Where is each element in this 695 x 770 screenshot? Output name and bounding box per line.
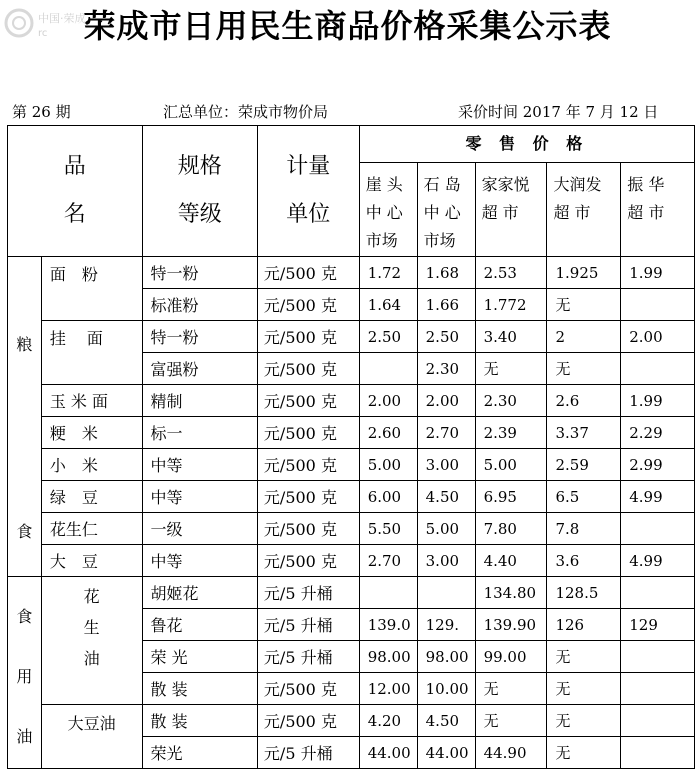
item-name: 玉 米 面 (41, 385, 142, 417)
price-cell: 1.72 (359, 257, 417, 289)
price-cell: 1.99 (621, 385, 695, 417)
price-cell: 1.925 (547, 257, 621, 289)
price-cell: 2.99 (621, 449, 695, 481)
price-cell: 1.64 (359, 289, 417, 321)
price-cell: 2.60 (359, 417, 417, 449)
unit-cell: 元/5 升桶 (257, 641, 359, 673)
table-row (8, 513, 695, 545)
price-cell: 134.80 (475, 577, 547, 609)
price-cell: 4.50 (417, 481, 475, 513)
unit-cell: 元/5 升桶 (257, 737, 359, 769)
spec-cell: 标准粉 (142, 289, 257, 321)
price-cell: 6.95 (475, 481, 547, 513)
price-cell: 无 (547, 641, 621, 673)
price-cell (621, 513, 695, 545)
price-cell: 44.00 (359, 737, 417, 769)
price-cell: 1.772 (475, 289, 547, 321)
price-cell: 2.00 (359, 385, 417, 417)
price-cell (359, 577, 417, 609)
price-cell: 126 (547, 609, 621, 641)
spec-cell: 胡姬花 (142, 577, 257, 609)
category-grain: 粮 食 (8, 257, 42, 577)
price-cell: 4.50 (417, 705, 475, 737)
header-store-yatou: 崖 头 中 心 市场 (359, 163, 417, 257)
price-cell: 2.50 (417, 321, 475, 353)
price-cell: 无 (475, 673, 547, 705)
spec-cell: 散 装 (142, 705, 257, 737)
svg-text:中国·荣成: 中国·荣成 (38, 12, 86, 25)
price-cell: 129 (621, 609, 695, 641)
price-cell: 2.50 (359, 321, 417, 353)
price-cell: 5.00 (475, 449, 547, 481)
page-title: 荣成市日用民生商品价格采集公示表 (83, 7, 612, 45)
price-cell: 4.40 (475, 545, 547, 577)
price-cell: 6.00 (359, 481, 417, 513)
table-row (8, 705, 695, 737)
item-name: 绿 豆 (41, 481, 142, 513)
header-store-darunfa: 大润发 超 市 (547, 163, 621, 257)
unit-cell: 元/500 克 (257, 417, 359, 449)
spec-cell: 中等 (142, 449, 257, 481)
spec-cell: 中等 (142, 545, 257, 577)
price-cell: 4.99 (621, 481, 695, 513)
unit-cell: 元/5 升桶 (257, 609, 359, 641)
price-cell: 7.8 (547, 513, 621, 545)
price-cell: 5.00 (359, 449, 417, 481)
unit-cell: 元/500 克 (257, 545, 359, 577)
price-cell: 无 (475, 353, 547, 385)
price-cell (621, 289, 695, 321)
subcategory-soybean-oil: 大豆油 (41, 705, 142, 769)
price-cell: 129. (417, 609, 475, 641)
table-row (8, 577, 695, 609)
price-table (7, 125, 695, 769)
spec-cell: 荣 光 (142, 641, 257, 673)
unit-cell: 元/500 克 (257, 257, 359, 289)
price-cell: 2.59 (547, 449, 621, 481)
unit-cell: 元/5 升桶 (257, 577, 359, 609)
item-name: 粳 米 (41, 417, 142, 449)
spec-cell: 中等 (142, 481, 257, 513)
spec-cell: 标一 (142, 417, 257, 449)
header-store-jiajiayue: 家家悦 超 市 (475, 163, 547, 257)
price-cell: 无 (475, 705, 547, 737)
price-cell: 98.00 (417, 641, 475, 673)
price-cell: 3.37 (547, 417, 621, 449)
price-cell: 无 (547, 705, 621, 737)
item-name: 花生仁 (41, 513, 142, 545)
subcategory-peanut-oil: 花 生 油 (41, 577, 142, 705)
collector-unit: 汇总单位：荣成市物价局 (163, 103, 329, 121)
price-cell: 2.70 (417, 417, 475, 449)
price-cell: 2.30 (417, 353, 475, 385)
price-cell: 99.00 (475, 641, 547, 673)
table-row (8, 321, 695, 353)
price-cell: 3.6 (547, 545, 621, 577)
price-cell: 无 (547, 353, 621, 385)
price-cell: 2.00 (621, 321, 695, 353)
category-edible-oil: 食 用 油 (8, 577, 42, 769)
header-retail-price: 零 售 价 格 (359, 126, 694, 163)
price-cell: 12.00 (359, 673, 417, 705)
spec-cell: 精制 (142, 385, 257, 417)
price-cell (621, 641, 695, 673)
price-cell: 1.68 (417, 257, 475, 289)
spec-cell: 富强粉 (142, 353, 257, 385)
header-unit: 计量 单位 (257, 126, 359, 257)
price-cell: 5.00 (417, 513, 475, 545)
spec-cell: 一级 (142, 513, 257, 545)
price-cell: 无 (547, 673, 621, 705)
price-cell: 98.00 (359, 641, 417, 673)
price-cell: 128.5 (547, 577, 621, 609)
price-cell: 2.39 (475, 417, 547, 449)
price-cell (621, 577, 695, 609)
price-cell: 2.00 (417, 385, 475, 417)
header-store-zhenhua: 振 华 超 市 (621, 163, 695, 257)
unit-cell: 元/500 克 (257, 705, 359, 737)
price-cell: 2.6 (547, 385, 621, 417)
spec-cell: 散 装 (142, 673, 257, 705)
price-cell: 2.70 (359, 545, 417, 577)
unit-cell: 元/500 克 (257, 353, 359, 385)
price-cell: 5.50 (359, 513, 417, 545)
price-cell: 无 (547, 737, 621, 769)
spec-cell: 荣光 (142, 737, 257, 769)
table-row (8, 449, 695, 481)
spec-cell: 特一粉 (142, 321, 257, 353)
price-cell: 3.40 (475, 321, 547, 353)
issue-number: 第 26 期 (12, 103, 71, 121)
table-row (8, 257, 695, 289)
price-cell (417, 577, 475, 609)
unit-cell: 元/500 克 (257, 481, 359, 513)
price-cell (359, 353, 417, 385)
price-cell: 3.00 (417, 449, 475, 481)
header-store-shidao: 石 岛 中 心 市场 (417, 163, 475, 257)
item-name: 小 米 (41, 449, 142, 481)
unit-cell: 元/500 克 (257, 513, 359, 545)
unit-cell: 元/500 克 (257, 321, 359, 353)
price-cell (621, 705, 695, 737)
svg-text:rc: rc (38, 28, 48, 39)
unit-cell: 元/500 克 (257, 673, 359, 705)
item-name: 大 豆 (41, 545, 142, 577)
price-cell: 4.99 (621, 545, 695, 577)
table-row (8, 417, 695, 449)
header-name: 品 名 (8, 126, 143, 257)
price-cell: 44.00 (417, 737, 475, 769)
item-name: 挂 面 (41, 321, 142, 385)
price-cell: 6.5 (547, 481, 621, 513)
table-row (8, 481, 695, 513)
price-cell: 4.20 (359, 705, 417, 737)
table-row (8, 385, 695, 417)
price-cell: 2 (547, 321, 621, 353)
unit-cell: 元/500 克 (257, 289, 359, 321)
price-cell: 44.90 (475, 737, 547, 769)
price-cell: 10.00 (417, 673, 475, 705)
collection-date: 采价时间 2017 年 7 月 12 日 (458, 103, 659, 121)
header-spec: 规格 等级 (142, 126, 257, 257)
unit-cell: 元/500 克 (257, 385, 359, 417)
price-cell (621, 353, 695, 385)
price-cell: 139.90 (475, 609, 547, 641)
unit-cell: 元/500 克 (257, 449, 359, 481)
spec-cell: 鲁花 (142, 609, 257, 641)
price-cell: 2.29 (621, 417, 695, 449)
price-cell: 2.53 (475, 257, 547, 289)
price-cell: 无 (547, 289, 621, 321)
price-cell: 7.80 (475, 513, 547, 545)
price-cell: 139.0 (359, 609, 417, 641)
item-name: 面 粉 (41, 257, 142, 321)
price-cell (621, 673, 695, 705)
price-cell: 2.30 (475, 385, 547, 417)
price-cell: 3.00 (417, 545, 475, 577)
table-row (8, 545, 695, 577)
price-cell: 1.99 (621, 257, 695, 289)
price-cell: 1.66 (417, 289, 475, 321)
price-cell (621, 737, 695, 769)
spec-cell: 特一粉 (142, 257, 257, 289)
